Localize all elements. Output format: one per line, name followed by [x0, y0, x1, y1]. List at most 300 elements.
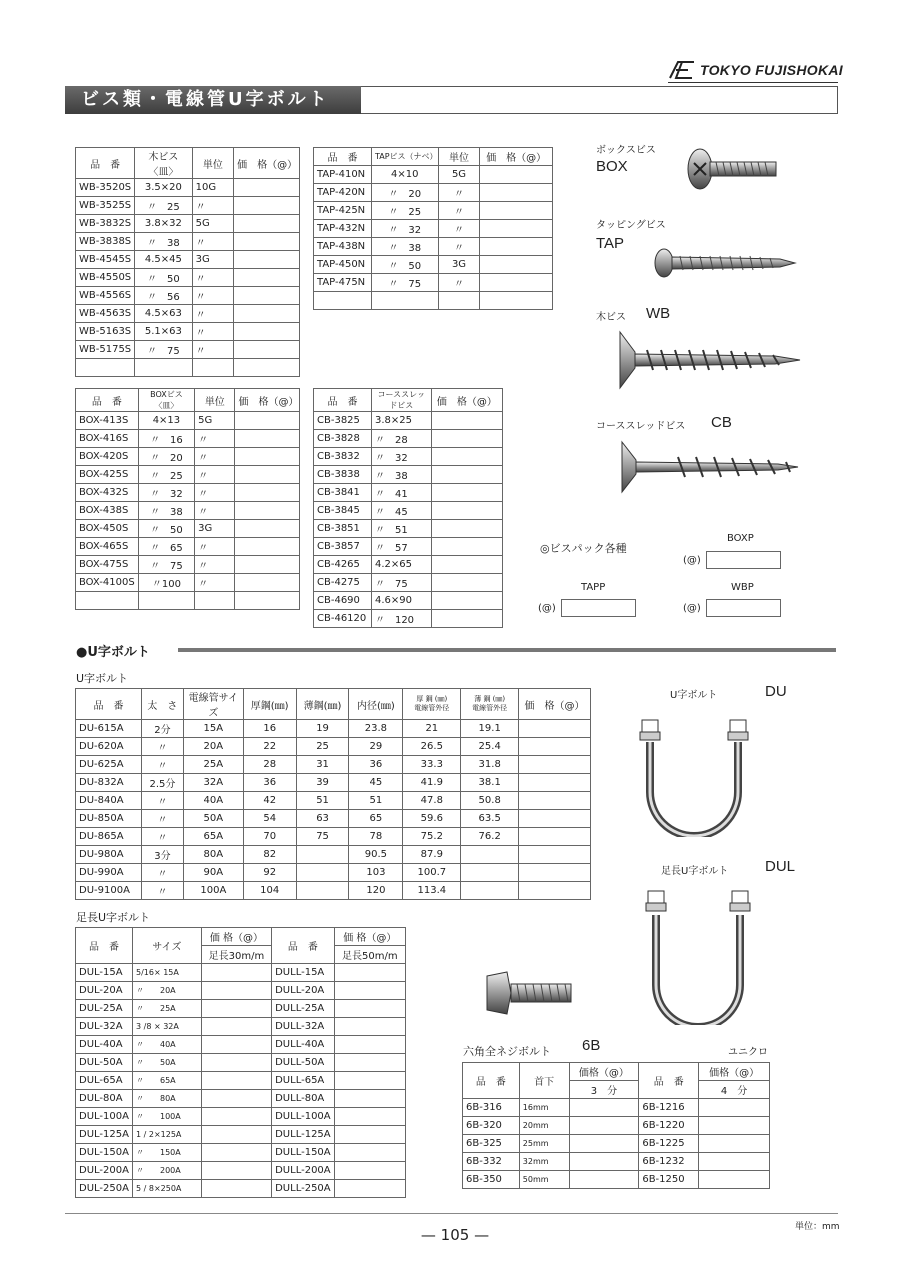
table-cell	[235, 556, 300, 574]
table-cell	[234, 215, 300, 233]
wb-screw-label-en: WB	[646, 305, 671, 322]
table-cell: 5G	[438, 166, 480, 184]
table-cell: DULL-15A	[272, 964, 335, 982]
table-cell: 50.8	[461, 792, 519, 810]
table-cell: DULL-100A	[272, 1108, 335, 1126]
cb-screw-table	[313, 388, 503, 628]
table-cell: 〃 50	[135, 269, 192, 287]
table-cell: WB-4556S	[76, 287, 135, 305]
table-cell: 104	[243, 882, 296, 900]
table-cell: 87.9	[403, 846, 461, 864]
table-cell: CB-3832	[314, 448, 372, 466]
table-cell	[699, 1171, 770, 1189]
u-bolt-section-heading: ●U字ボルト	[76, 645, 150, 660]
table-header-row	[76, 689, 591, 720]
table-cell: CB-3828	[314, 430, 372, 448]
table-row	[314, 448, 503, 466]
table-cell	[201, 1054, 271, 1072]
table-cell: 33.3	[403, 756, 461, 774]
table-cell: 〃	[195, 556, 235, 574]
table-cell: 36	[243, 774, 296, 792]
col-header: 電線管サイズ	[183, 689, 243, 720]
table-row	[76, 828, 591, 846]
table-row	[314, 184, 553, 202]
table-row	[76, 810, 591, 828]
table-cell: BOX-4100S	[76, 574, 139, 592]
table-cell: DU-832A	[76, 774, 142, 792]
table-row	[76, 520, 300, 538]
hex-bolt-finish: ユニクロ	[728, 1047, 768, 1058]
table-cell: 〃100	[138, 574, 194, 592]
table-row	[76, 1162, 406, 1180]
table-row	[314, 556, 503, 574]
table-cell: DUL-40A	[76, 1036, 133, 1054]
table-cell: DU-620A	[76, 738, 142, 756]
tap-screw-label-jp: タッピングビス	[596, 220, 666, 231]
table-cell	[334, 1144, 405, 1162]
table-cell: 〃 75	[371, 274, 438, 292]
table-cell: 20mm	[519, 1117, 569, 1135]
col-header-price4: 価格（@）	[699, 1063, 770, 1081]
table-cell: 〃 50	[138, 520, 194, 538]
vispack-title: ◎ビスパック各種	[540, 542, 627, 555]
table-cell: DUL-20A	[76, 982, 133, 1000]
table-row	[76, 179, 300, 197]
table-cell	[480, 292, 553, 310]
table-row	[76, 484, 300, 502]
table-cell: 〃 75	[138, 556, 194, 574]
table-cell: 〃	[192, 233, 233, 251]
dul-bolt-table	[75, 927, 406, 1198]
dul-diagram-label-en: DUL	[765, 858, 796, 875]
table-cell: 〃 38	[135, 233, 192, 251]
table-row	[76, 1000, 406, 1018]
table-cell	[519, 810, 591, 828]
table-cell: 3G	[195, 520, 235, 538]
table-cell: 〃	[141, 882, 183, 900]
table-cell: 6B-350	[463, 1171, 520, 1189]
table-cell	[569, 1171, 639, 1189]
table-cell	[334, 1180, 405, 1198]
hex-bolt-illustration	[485, 968, 575, 1018]
table-cell: 〃	[438, 220, 480, 238]
table-cell: 〃 150A	[132, 1144, 201, 1162]
table-cell: TAP-432N	[314, 220, 372, 238]
table-cell: 47.8	[403, 792, 461, 810]
table-cell: DUL-15A	[76, 964, 133, 982]
table-cell: DULL-65A	[272, 1072, 335, 1090]
col-header: 品 番	[76, 689, 142, 720]
table-cell	[519, 882, 591, 900]
boxp-at: (@)	[683, 555, 701, 566]
table-cell: 75	[296, 828, 349, 846]
fujishokai-logo-icon	[668, 60, 696, 80]
table-cell: 〃 32	[371, 448, 431, 466]
table-cell: DU-850A	[76, 810, 142, 828]
table-cell: 25.4	[461, 738, 519, 756]
table-row	[76, 846, 591, 864]
table-cell: WB-3525S	[76, 197, 135, 215]
du-diagram-label-en: DU	[765, 683, 787, 700]
table-row	[76, 756, 591, 774]
table-cell	[431, 520, 502, 538]
table-cell: 4.5×63	[135, 305, 192, 323]
table-cell: 80A	[183, 846, 243, 864]
dul-diagram-label-jp: 足長U字ボルト	[661, 866, 729, 877]
table-row	[76, 341, 300, 359]
dul-bolt-illustration	[640, 885, 760, 1025]
table-cell	[431, 556, 502, 574]
table-row	[463, 1153, 770, 1171]
header-rule	[668, 82, 838, 83]
table-cell: 20A	[183, 738, 243, 756]
table-cell	[431, 592, 502, 610]
table-row	[463, 1135, 770, 1153]
table-row	[76, 1072, 406, 1090]
table-cell: 16	[243, 720, 296, 738]
table-cell: 〃	[195, 448, 235, 466]
table-cell	[234, 323, 300, 341]
col-header-length: 首下	[519, 1063, 569, 1099]
table-row	[76, 792, 591, 810]
col-header: 品 番	[314, 389, 372, 412]
table-cell: 3.8×32	[135, 215, 192, 233]
table-cell: 4×10	[371, 166, 438, 184]
table-row	[76, 412, 300, 430]
u-bolt-subheading: U字ボルト	[76, 672, 129, 685]
table-cell	[334, 1162, 405, 1180]
table-cell	[234, 341, 300, 359]
table-row	[76, 882, 591, 900]
table-cell: 〃	[192, 323, 233, 341]
table-header-row	[76, 148, 300, 179]
table-row	[76, 982, 406, 1000]
table-row	[463, 1099, 770, 1117]
table-row	[314, 538, 503, 556]
table-cell	[235, 448, 300, 466]
table-cell: 22	[243, 738, 296, 756]
table-header-row	[314, 148, 553, 166]
table-cell: 113.4	[403, 882, 461, 900]
table-cell	[334, 1018, 405, 1036]
table-cell: 〃 51	[371, 520, 431, 538]
table-cell: DULL-50A	[272, 1054, 335, 1072]
table-cell: BOX-475S	[76, 556, 139, 574]
table-cell: TAP-475N	[314, 274, 372, 292]
table-cell: 90A	[183, 864, 243, 882]
table-cell: TAP-420N	[314, 184, 372, 202]
table-cell	[334, 1000, 405, 1018]
table-cell: 65	[349, 810, 403, 828]
table-cell	[234, 287, 300, 305]
table-cell: 19.1	[461, 720, 519, 738]
table-cell: TAP-438N	[314, 238, 372, 256]
table-cell: DUL-65A	[76, 1072, 133, 1090]
du-bolt-table	[75, 688, 591, 900]
page-title: ビス類・電線管U字ボルト	[65, 86, 361, 114]
table-row	[76, 305, 300, 323]
table-cell	[334, 1072, 405, 1090]
table-row	[76, 502, 300, 520]
table-cell: 〃	[192, 287, 233, 305]
col-header-3bu: 3 分	[569, 1081, 639, 1099]
table-cell	[138, 592, 194, 610]
table-cell	[201, 1144, 271, 1162]
table-cell: DULL-25A	[272, 1000, 335, 1018]
table-row	[76, 430, 300, 448]
table-cell: TAP-410N	[314, 166, 372, 184]
box-screw-table	[75, 388, 300, 610]
table-cell: 〃 50A	[132, 1054, 201, 1072]
table-row	[314, 274, 553, 292]
table-cell: 120	[349, 882, 403, 900]
col-header-code: 品 番	[463, 1063, 520, 1099]
table-cell: DU-840A	[76, 792, 142, 810]
table-cell: 5/16× 15A	[132, 964, 201, 982]
table-cell: 25mm	[519, 1135, 569, 1153]
table-cell: 4.5×45	[135, 251, 192, 269]
table-cell: 〃	[195, 466, 235, 484]
table-cell: 〃	[195, 430, 235, 448]
table-cell: 50A	[183, 810, 243, 828]
table-cell	[234, 359, 300, 377]
cb-screw-illustration	[618, 440, 803, 495]
table-cell	[234, 233, 300, 251]
table-cell: 65A	[183, 828, 243, 846]
table-cell	[201, 1108, 271, 1126]
col-header: 単位	[192, 148, 233, 179]
table-cell	[334, 1108, 405, 1126]
table-cell	[569, 1117, 639, 1135]
table-cell	[431, 466, 502, 484]
col-header: 太 さ	[141, 689, 183, 720]
tapp-price-field	[561, 599, 636, 617]
table-cell: 〃	[438, 274, 480, 292]
table-cell	[699, 1135, 770, 1153]
table-cell: DUL-125A	[76, 1126, 133, 1144]
table-cell: CB-3851	[314, 520, 372, 538]
table-cell: 〃 65	[138, 538, 194, 556]
table-cell	[314, 292, 372, 310]
hex-bolt-code: 6B	[582, 1037, 601, 1054]
brand-logo	[668, 60, 843, 80]
table-cell: BOX-420S	[76, 448, 139, 466]
table-cell: 3.5×20	[135, 179, 192, 197]
table-cell	[480, 238, 553, 256]
table-cell: BOX-432S	[76, 484, 139, 502]
table-cell	[195, 592, 235, 610]
col-header-price: 価 格（@）	[201, 928, 271, 946]
table-cell	[201, 1090, 271, 1108]
table-cell	[461, 882, 519, 900]
table-cell: CB-3838	[314, 466, 372, 484]
table-cell: 〃 41	[371, 484, 431, 502]
table-row	[76, 1090, 406, 1108]
box-screw-illustration	[680, 145, 780, 193]
table-cell	[431, 412, 502, 430]
col-header: 価 格（@）	[519, 689, 591, 720]
table-cell	[480, 274, 553, 292]
table-cell	[334, 1054, 405, 1072]
table-cell: 〃 38	[138, 502, 194, 520]
table-cell: DUL-80A	[76, 1090, 133, 1108]
boxp-label: BOXP	[727, 533, 754, 544]
table-row	[76, 1018, 406, 1036]
tapp-at: (@)	[538, 603, 556, 614]
table-cell: 63	[296, 810, 349, 828]
table-cell	[334, 964, 405, 982]
wb-screw-illustration	[615, 330, 805, 390]
table-row	[76, 964, 406, 982]
table-cell	[201, 982, 271, 1000]
table-cell: 〃	[195, 574, 235, 592]
table-cell: 6B-1220	[639, 1117, 699, 1135]
table-cell: BOX-450S	[76, 520, 139, 538]
table-row	[76, 720, 591, 738]
table-cell: 〃 32	[138, 484, 194, 502]
table-row	[314, 502, 503, 520]
table-row	[76, 466, 300, 484]
table-cell: 〃	[192, 305, 233, 323]
table-cell	[519, 738, 591, 756]
table-row	[314, 220, 553, 238]
table-row	[76, 197, 300, 215]
table-cell	[569, 1099, 639, 1117]
table-cell	[235, 430, 300, 448]
table-row	[314, 292, 553, 310]
table-cell: 〃 75	[135, 341, 192, 359]
table-cell: DULL-20A	[272, 982, 335, 1000]
table-cell: WB-4550S	[76, 269, 135, 287]
box-screw-label-jp: ボックスビス	[596, 145, 656, 156]
table-cell: DULL-250A	[272, 1180, 335, 1198]
table-cell	[699, 1117, 770, 1135]
table-cell: 31.8	[461, 756, 519, 774]
col-header: TAPビス（ナベ）	[371, 148, 438, 166]
table-row	[463, 1171, 770, 1189]
table-cell: 〃 20	[371, 184, 438, 202]
table-cell: DULL-40A	[272, 1036, 335, 1054]
table-row	[76, 592, 300, 610]
table-cell: 〃 100A	[132, 1108, 201, 1126]
table-cell	[431, 430, 502, 448]
table-cell: 31	[296, 756, 349, 774]
col-header-code: 品 番	[76, 928, 133, 964]
table-cell	[438, 292, 480, 310]
table-cell	[519, 846, 591, 864]
table-cell: 〃	[195, 484, 235, 502]
col-header: 単位	[438, 148, 480, 166]
table-cell: CB-4690	[314, 592, 372, 610]
table-row	[314, 256, 553, 274]
table-cell	[461, 864, 519, 882]
table-cell: 〃 38	[371, 466, 431, 484]
table-cell: TAP-450N	[314, 256, 372, 274]
table-cell: 4.6×90	[371, 592, 431, 610]
table-cell: 〃 120	[371, 610, 431, 628]
col-header-price2: 価 格（@）	[334, 928, 405, 946]
col-header-30mm: 足長30m/m	[201, 946, 271, 964]
table-cell: 5 / 8×250A	[132, 1180, 201, 1198]
table-cell: 23.8	[349, 720, 403, 738]
table-header-row	[76, 389, 300, 412]
table-cell	[76, 592, 139, 610]
table-cell	[234, 197, 300, 215]
table-cell: 〃 40A	[132, 1036, 201, 1054]
table-cell: 〃	[195, 502, 235, 520]
table-cell	[235, 592, 300, 610]
table-cell: BOX-416S	[76, 430, 139, 448]
dul-subheading: 足長U字ボルト	[76, 911, 151, 924]
table-cell: BOX-425S	[76, 466, 139, 484]
table-row	[314, 412, 503, 430]
table-cell: 〃 57	[371, 538, 431, 556]
col-header: コーススレッドビス	[371, 389, 431, 412]
table-row	[463, 1117, 770, 1135]
table-cell: 45	[349, 774, 403, 792]
table-cell: 5.1×63	[135, 323, 192, 341]
table-cell	[480, 220, 553, 238]
table-cell: 〃 38	[371, 238, 438, 256]
table-row	[76, 1108, 406, 1126]
table-cell: 25A	[183, 756, 243, 774]
table-cell: 〃	[192, 197, 233, 215]
table-cell	[480, 184, 553, 202]
table-cell: 6B-1225	[639, 1135, 699, 1153]
table-row	[314, 202, 553, 220]
brand-name: TOKYO FUJISHOKAI	[700, 62, 844, 78]
table-row	[76, 1126, 406, 1144]
table-cell: 〃	[438, 184, 480, 202]
table-row	[76, 323, 300, 341]
tap-screw-illustration	[650, 245, 800, 281]
table-cell: 〃	[141, 810, 183, 828]
table-row	[314, 466, 503, 484]
table-row	[314, 238, 553, 256]
table-cell: 51	[349, 792, 403, 810]
col-header: 価 格（@）	[480, 148, 553, 166]
table-cell: WB-5163S	[76, 323, 135, 341]
table-cell: 26.5	[403, 738, 461, 756]
unit-note: 単位：mm	[795, 1222, 840, 1232]
col-header-code2: 品 番	[639, 1063, 699, 1099]
table-row	[76, 538, 300, 556]
table-cell: 25	[296, 738, 349, 756]
table-cell: 〃	[438, 238, 480, 256]
table-cell	[296, 882, 349, 900]
table-cell: 3G	[192, 251, 233, 269]
table-row	[76, 1144, 406, 1162]
table-cell	[431, 448, 502, 466]
footer-rule	[65, 1213, 838, 1214]
table-cell: 42	[243, 792, 296, 810]
wb-screw-label-jp: 木ビス	[596, 312, 626, 323]
table-cell: 50mm	[519, 1171, 569, 1189]
table-cell: DU-990A	[76, 864, 142, 882]
box-screw-label-en: BOX	[596, 158, 628, 175]
table-row	[314, 520, 503, 538]
table-cell: 75.2	[403, 828, 461, 846]
table-cell: WB-5175S	[76, 341, 135, 359]
table-cell: CB-4265	[314, 556, 372, 574]
table-cell: 〃 25A	[132, 1000, 201, 1018]
table-cell: DU-615A	[76, 720, 142, 738]
boxp-price-field	[706, 551, 781, 569]
col-header: 価 格（@）	[234, 148, 300, 179]
table-cell	[235, 502, 300, 520]
table-cell: 〃	[438, 202, 480, 220]
table-row	[76, 556, 300, 574]
